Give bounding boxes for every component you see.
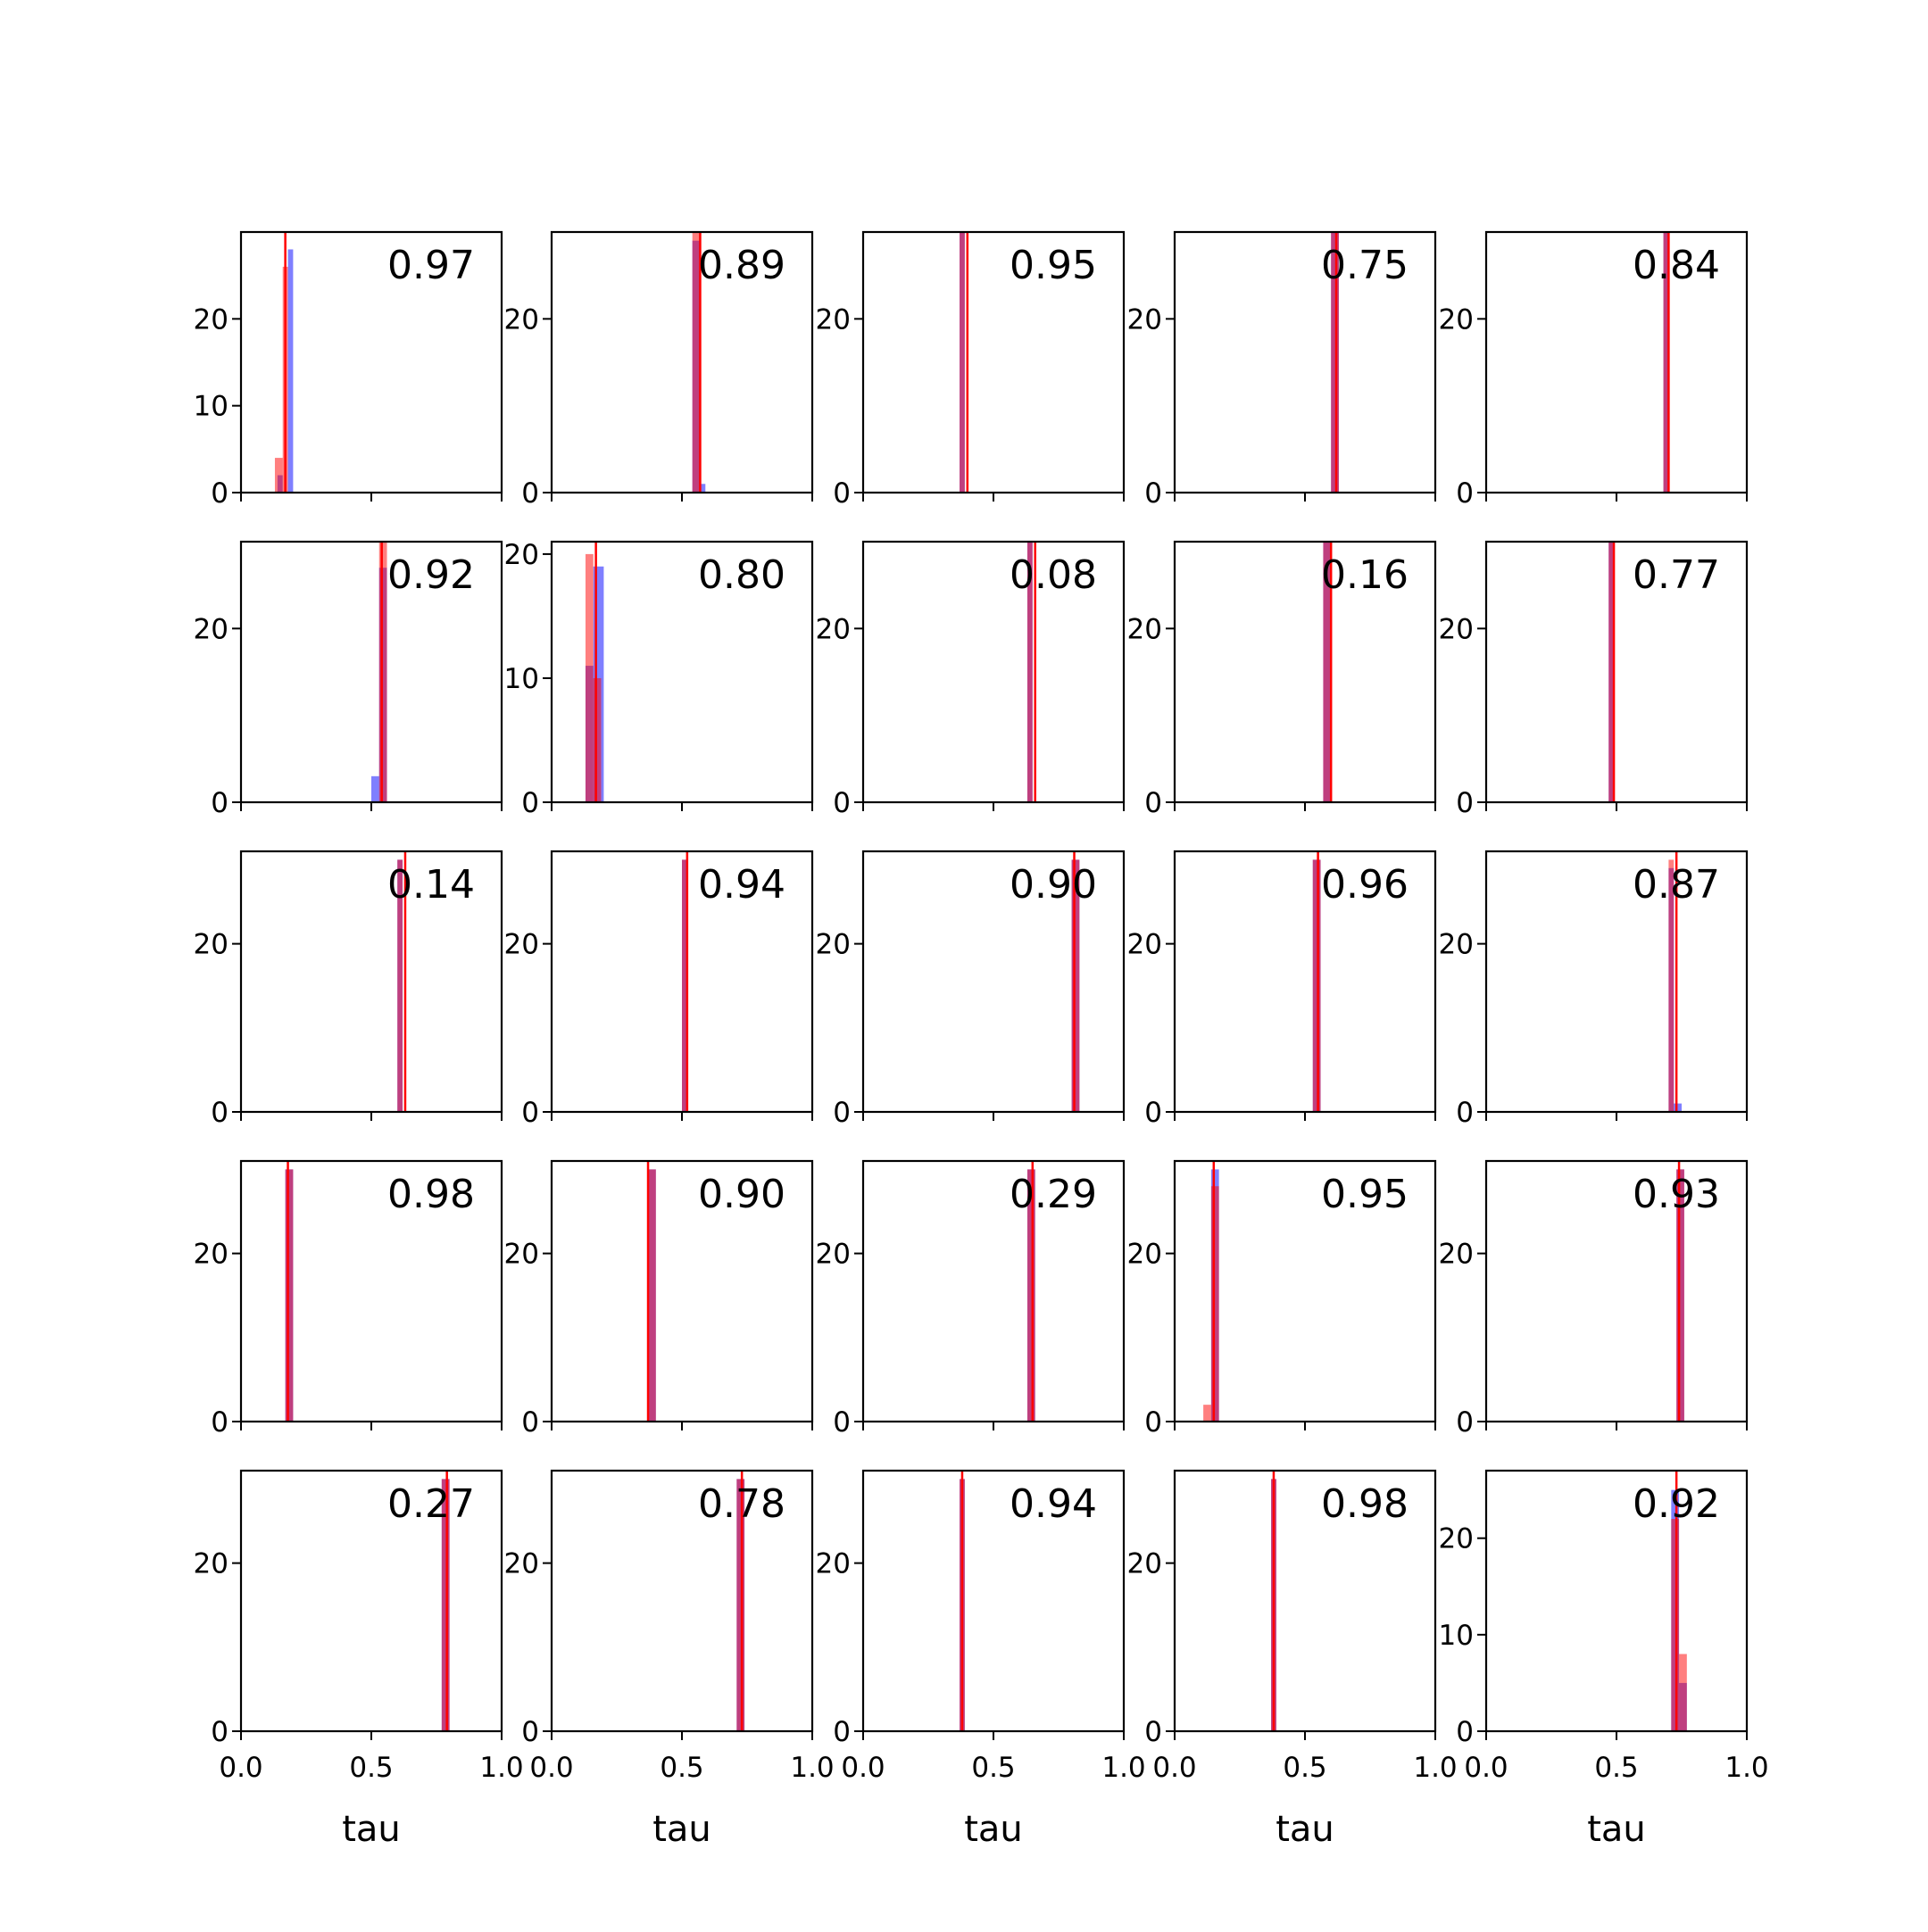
- y-tick-label: 20: [1438, 1522, 1474, 1555]
- panel-6: [194, 542, 502, 819]
- x-tick-label: 0.5: [971, 1752, 1016, 1784]
- y-tick-label: 0: [211, 1716, 229, 1748]
- y-tick-label: 20: [1126, 303, 1162, 336]
- panel-score-label: 0.80: [698, 552, 785, 598]
- y-tick-label: 20: [193, 928, 229, 961]
- y-tick-label: 10: [193, 390, 229, 423]
- panel-score-label: 0.16: [1321, 552, 1409, 598]
- panel-18: [816, 1161, 1124, 1439]
- x-tick-label: 0.0: [1152, 1752, 1197, 1784]
- panel-score-label: 0.98: [1321, 1481, 1409, 1527]
- red-hist-bar: [1203, 1405, 1211, 1422]
- x-tick-label: 0.0: [1464, 1752, 1508, 1784]
- panel-score-label: 0.08: [1010, 552, 1097, 598]
- panel-20: [1439, 1161, 1747, 1439]
- y-tick-label: 20: [1438, 1238, 1474, 1271]
- panel-7: [504, 539, 812, 819]
- y-tick-label: 0: [1144, 1716, 1162, 1748]
- x-tick-label: 0.5: [660, 1752, 704, 1784]
- y-tick-label: 20: [1126, 928, 1162, 961]
- panel-score-label: 0.93: [1633, 1172, 1720, 1217]
- y-tick-label: 20: [503, 1547, 539, 1580]
- y-tick-label: 20: [1438, 303, 1474, 336]
- panel-score-label: 0.96: [1321, 862, 1409, 908]
- panel-12: [504, 851, 812, 1129]
- y-tick-label: 20: [503, 1238, 539, 1271]
- panel-8: [816, 542, 1124, 819]
- x-tick-label: 1.0: [1101, 1752, 1146, 1784]
- panel-22: [504, 1471, 835, 1850]
- panel-15: [1439, 851, 1747, 1129]
- panel-4: [1127, 232, 1435, 510]
- y-tick-label: 20: [1126, 1547, 1162, 1580]
- panel-3: [816, 232, 1124, 510]
- x-tick-label: 1.0: [1413, 1752, 1458, 1784]
- panel-11: [194, 851, 502, 1129]
- panel-1: [194, 232, 502, 510]
- x-axis-label: tau: [1276, 1809, 1334, 1850]
- x-tick-label: 0.5: [1594, 1752, 1639, 1784]
- y-tick-label: 10: [1438, 1619, 1474, 1652]
- x-axis-label: tau: [342, 1809, 401, 1850]
- y-tick-label: 0: [833, 1716, 851, 1748]
- y-tick-label: 0: [211, 1097, 229, 1129]
- red-hist-bar: [1211, 1186, 1219, 1422]
- panel-13: [816, 851, 1124, 1129]
- y-tick-label: 0: [211, 787, 229, 819]
- y-tick-label: 0: [521, 1097, 539, 1129]
- red-hist-bar: [286, 1169, 294, 1422]
- panel-score-label: 0.97: [387, 243, 475, 288]
- y-tick-label: 20: [503, 928, 539, 961]
- y-tick-label: 20: [815, 928, 851, 961]
- y-tick-label: 20: [815, 613, 851, 646]
- y-tick-label: 0: [1144, 1406, 1162, 1439]
- y-tick-label: 0: [833, 477, 851, 510]
- y-tick-label: 0: [1456, 1716, 1474, 1748]
- x-tick-label: 1.0: [479, 1752, 524, 1784]
- panel-score-label: 0.89: [698, 243, 785, 288]
- red-hist-bar: [379, 542, 387, 802]
- y-tick-label: 0: [211, 1406, 229, 1439]
- y-tick-label: 20: [1438, 613, 1474, 646]
- red-hist-bar: [960, 232, 965, 493]
- x-tick-label: 0.0: [219, 1752, 263, 1784]
- x-tick-label: 1.0: [790, 1752, 835, 1784]
- y-tick-label: 0: [211, 477, 229, 510]
- y-tick-label: 20: [1438, 928, 1474, 961]
- y-tick-label: 20: [193, 613, 229, 646]
- x-axis-label: tau: [652, 1809, 711, 1850]
- y-tick-label: 20: [815, 1238, 851, 1271]
- blue-hist-bar: [371, 776, 379, 802]
- panel-score-label: 0.77: [1633, 552, 1720, 598]
- panel-score-label: 0.92: [387, 552, 475, 598]
- y-tick-label: 0: [1456, 477, 1474, 510]
- y-tick-label: 20: [815, 1547, 851, 1580]
- x-axis-label: tau: [1587, 1809, 1646, 1850]
- panel-19: [1127, 1161, 1435, 1439]
- y-tick-label: 20: [503, 538, 539, 571]
- panel-score-label: 0.90: [698, 1172, 785, 1217]
- panel-10: [1439, 542, 1747, 819]
- y-tick-label: 20: [1126, 613, 1162, 646]
- y-tick-label: 0: [1456, 1406, 1474, 1439]
- panel-14: [1127, 851, 1435, 1129]
- panel-score-label: 0.92: [1633, 1481, 1720, 1527]
- y-tick-label: 0: [521, 477, 539, 510]
- red-hist-bar: [594, 678, 602, 802]
- panel-score-label: 0.98: [387, 1172, 475, 1217]
- panel-score-label: 0.95: [1010, 243, 1097, 288]
- panel-5: [1439, 232, 1747, 510]
- y-tick-label: 0: [1456, 787, 1474, 819]
- panel-score-label: 0.14: [387, 862, 475, 908]
- blue-hist-bar: [288, 249, 294, 493]
- y-tick-label: 0: [1144, 477, 1162, 510]
- panel-23: [816, 1471, 1146, 1850]
- panel-score-label: 0.27: [387, 1481, 475, 1527]
- y-tick-label: 0: [521, 1716, 539, 1748]
- red-hist-bar: [275, 458, 283, 493]
- y-tick-label: 0: [521, 787, 539, 819]
- red-hist-bar: [1679, 1654, 1687, 1731]
- y-tick-label: 0: [833, 1406, 851, 1439]
- y-tick-label: 20: [815, 303, 851, 336]
- panel-score-label: 0.75: [1321, 243, 1409, 288]
- panel-score-label: 0.84: [1633, 243, 1720, 288]
- panel-21: [194, 1471, 524, 1850]
- x-tick-label: 0.0: [529, 1752, 574, 1784]
- panel-score-label: 0.29: [1010, 1172, 1097, 1217]
- x-tick-label: 0.5: [1283, 1752, 1327, 1784]
- panel-score-label: 0.95: [1321, 1172, 1409, 1217]
- panel-score-label: 0.94: [698, 862, 785, 908]
- y-tick-label: 0: [521, 1406, 539, 1439]
- panel-score-label: 0.87: [1633, 862, 1720, 908]
- y-tick-label: 20: [193, 1238, 229, 1271]
- y-tick-label: 20: [193, 1547, 229, 1580]
- panel-25: [1439, 1471, 1769, 1850]
- panel-16: [194, 1161, 502, 1439]
- panel-24: [1127, 1471, 1458, 1850]
- panel-score-label: 0.90: [1010, 862, 1097, 908]
- y-tick-label: 0: [1144, 1097, 1162, 1129]
- panel-17: [504, 1161, 812, 1439]
- x-tick-label: 0.0: [841, 1752, 885, 1784]
- panel-9: [1127, 542, 1435, 819]
- red-hist-bar: [648, 1169, 656, 1422]
- y-tick-label: 10: [503, 662, 539, 695]
- red-hist-bar: [586, 554, 594, 802]
- y-tick-label: 0: [1144, 787, 1162, 819]
- y-tick-label: 0: [833, 1097, 851, 1129]
- red-hist-bar: [1313, 859, 1321, 1112]
- y-tick-label: 0: [1456, 1097, 1474, 1129]
- panel-score-label: 0.94: [1010, 1481, 1097, 1527]
- x-axis-label: tau: [964, 1809, 1023, 1850]
- x-tick-label: 1.0: [1724, 1752, 1769, 1784]
- panel-score-label: 0.78: [698, 1481, 785, 1527]
- red-hist-bar: [1671, 1519, 1679, 1731]
- blue-hist-bar: [1674, 1104, 1682, 1112]
- panel-2: [504, 232, 812, 510]
- y-tick-label: 0: [833, 787, 851, 819]
- y-tick-label: 20: [503, 303, 539, 336]
- x-tick-label: 0.5: [349, 1752, 394, 1784]
- y-tick-label: 20: [1126, 1238, 1162, 1271]
- y-tick-label: 20: [193, 303, 229, 336]
